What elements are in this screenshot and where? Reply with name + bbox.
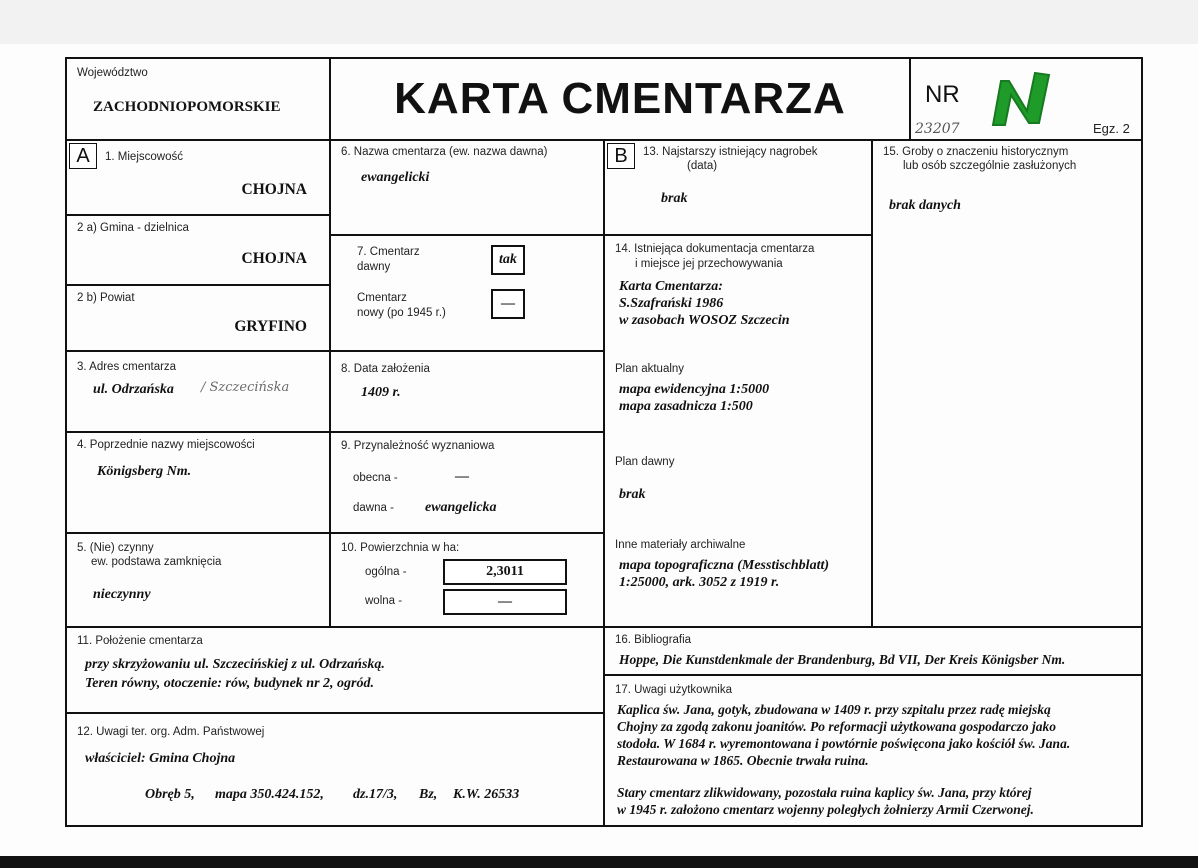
title-cell — [331, 59, 911, 141]
field-11-cell — [67, 628, 605, 714]
field-14-doc-3: w zasobach WOSOZ Szczecin — [619, 313, 790, 328]
field-7-nowy-label-1: Cmentarz — [357, 292, 407, 304]
copy-label: Egz. 2 — [1093, 121, 1130, 136]
field-12-mapa: mapa 350.424.152, — [215, 787, 324, 802]
field-17-p2-2: w 1945 r. założono cmentarz wojenny poległych żołnierzy Armii Czerwonej. — [617, 802, 1034, 817]
field-10-wolna-label: wolna - — [365, 595, 403, 607]
field-9-cell — [331, 433, 605, 534]
field-14-cell — [605, 236, 873, 628]
field-2a-cell — [67, 216, 331, 286]
field-9-dawna-value: ewangelicka — [425, 500, 497, 515]
field-12-cell — [67, 714, 605, 827]
field-10-cell — [331, 534, 605, 628]
wojewodztwo-label: Województwo — [77, 67, 148, 79]
wojewodztwo-value: ZACHODNIOPOMORSKIE — [93, 99, 281, 115]
field-7-label-2: dawny — [357, 261, 391, 273]
field-17-p1-1: Kaplica św. Jana, gotyk, zbudowana w 1409 r. przy szpitalu przez radę miejską — [617, 702, 1051, 717]
inne-1: mapa topograficzna (Messtischblatt) — [619, 558, 830, 573]
field-17-cell — [605, 676, 1141, 827]
field-5-cell — [67, 534, 331, 628]
field-17-p2-1: Stary cmentarz zlikwidowany, pozostała ruina kaplicy św. Jana, przy której — [617, 785, 1032, 800]
field-11-line-1: przy skrzyżowaniu ul. Szczecińskiej z ul. Odrzańską. — [85, 657, 385, 672]
field-2a-value: CHOJNA — [241, 250, 307, 267]
field-14-doc-1: Karta Cmentarza: — [619, 279, 723, 294]
field-3-handwritten: / Szczecińska — [201, 380, 290, 395]
plan-aktualny-1: mapa ewidencyjna 1:5000 — [619, 382, 770, 397]
plan-aktualny-label: Plan aktualny — [615, 363, 685, 375]
scan-bottom-edge — [0, 856, 1198, 868]
nr-cell — [911, 59, 1141, 141]
field-7-nowy-label-2: nowy (po 1945 r.) — [357, 307, 446, 319]
field-15-cell — [873, 141, 1141, 628]
field-3-value: ul. Odrzańska — [93, 382, 174, 397]
field-4-value: Königsberg Nm. — [97, 464, 192, 479]
field-10-wolna-box: — — [443, 589, 567, 615]
field-9-label: 9. Przynależność wyznaniowa — [341, 440, 495, 452]
inne-label: Inne materiały archiwalne — [615, 539, 746, 551]
field-13-label-2: (data) — [687, 160, 718, 172]
form-grid — [65, 57, 1143, 827]
field-11-line-2: Teren równy, otoczenie: rów, budynek nr 2, ogród. — [85, 676, 374, 691]
field-16-cell — [605, 628, 1141, 676]
field-17-p1-2: Chojny za zgodą zakonu joanitów. Po reformacji użytkowana gospodarczo jako — [617, 719, 1057, 734]
nr-handwritten: 23207 — [915, 121, 960, 137]
field-6-value: ewangelicki — [361, 170, 430, 185]
field-12-label: 12. Uwagi ter. org. Adm. Państwowej — [77, 726, 265, 738]
field-1-value: CHOJNA — [241, 181, 307, 198]
field-8-label: 8. Data założenia — [341, 363, 430, 375]
field-15-value: brak danych — [889, 198, 961, 213]
field-12-obreb: Obręb 5, — [145, 787, 195, 802]
field-13-cell — [605, 141, 873, 236]
field-2a-label: 2 a) Gmina - dzielnica — [77, 222, 189, 234]
plan-aktualny-2: mapa zasadnicza 1:500 — [619, 399, 753, 414]
field-6-label: 6. Nazwa cmentarza (ew. nazwa dawna) — [341, 146, 548, 158]
field-16-label: 16. Bibliografia — [615, 634, 692, 646]
page-title: KARTA CMENTARZA — [394, 74, 846, 123]
field-12-owner: właściciel: Gmina Chojna — [85, 751, 236, 766]
field-13-label-1: 13. Najstarszy istniejący nagrobek — [643, 146, 818, 158]
field-7-nowy-box: — — [491, 289, 525, 319]
section-b-marker: B — [607, 143, 635, 169]
plan-dawny-label: Plan dawny — [615, 456, 675, 468]
plan-dawny-value: brak — [619, 487, 646, 502]
field-5-label-2: ew. podstawa zamknięcia — [91, 556, 222, 568]
field-15-label-2: lub osób szczególnie zasłużonych — [903, 160, 1077, 172]
field-2b-cell — [67, 286, 331, 352]
field-12-kw: K.W. 26533 — [453, 787, 520, 802]
field-15-label-1: 15. Groby o znaczeniu historycznym — [883, 146, 1069, 158]
field-8-cell — [331, 352, 605, 433]
field-10-label: 10. Powierzchnia w ha: — [341, 542, 460, 554]
field-3-label: 3. Adres cmentarza — [77, 361, 177, 373]
field-9-dawna-label: dawna - — [353, 502, 394, 514]
field-10-ogolna-box: 2,3011 — [443, 559, 567, 585]
field-8-value: 1409 r. — [361, 385, 401, 400]
field-17-p1-4: Restaurowana w 1865. Obecnie trwała ruina. — [617, 753, 869, 768]
field-1-label: 1. Miejscowość — [105, 151, 183, 163]
scan-border — [0, 0, 1198, 44]
section-a-marker: A — [69, 143, 97, 169]
field-5-value: nieczynny — [93, 587, 151, 602]
field-2b-value: GRYFINO — [234, 318, 307, 335]
field-7-label-1: 7. Cmentarz — [357, 246, 420, 258]
field-11-label: 11. Położenie cmentarza — [77, 635, 203, 647]
nr-label: NR — [925, 81, 960, 108]
field-4-cell — [67, 433, 331, 534]
inne-2: 1:25000, ark. 3052 z 1919 r. — [619, 575, 780, 590]
field-1-cell — [67, 141, 331, 216]
field-16-value: Hoppe, Die Kunstdenkmale der Brandenburg, Bd VII, Der Kreis Königsber Nm. — [619, 652, 1066, 667]
wojewodztwo-cell — [67, 59, 331, 141]
field-2b-label: 2 b) Powiat — [77, 292, 135, 304]
field-14-label-2: i miejsce jej przechowywania — [635, 258, 783, 270]
field-17-p1-3: stodoła. W 1684 r. wyremontowana i powtórnie poświęcona jako kościół św. Jana. — [617, 736, 1071, 751]
field-14-label-1: 14. Istniejąca dokumentacja cmentarza — [615, 243, 815, 255]
field-4-label: 4. Poprzednie nazwy miejscowości — [77, 439, 255, 451]
field-3-cell — [67, 352, 331, 433]
field-5-label-1: 5. (Nie) czynny — [77, 542, 154, 554]
field-10-ogolna-label: ogólna - — [365, 566, 407, 578]
green-n-mark — [987, 67, 1059, 131]
field-7-dawny-box: tak — [491, 245, 525, 275]
field-7-cell — [331, 236, 605, 352]
field-17-label: 17. Uwagi użytkownika — [615, 684, 732, 696]
field-14-doc-2: S.Szafrański 1986 — [619, 296, 724, 311]
field-13-value: brak — [661, 191, 688, 206]
field-12-dz: dz.17/3, — [353, 787, 398, 802]
field-9-obecna-value: — — [455, 469, 469, 484]
field-12-bz: Bz, — [419, 787, 438, 802]
field-6-cell — [331, 141, 605, 236]
field-9-obecna-label: obecna - — [353, 472, 398, 484]
